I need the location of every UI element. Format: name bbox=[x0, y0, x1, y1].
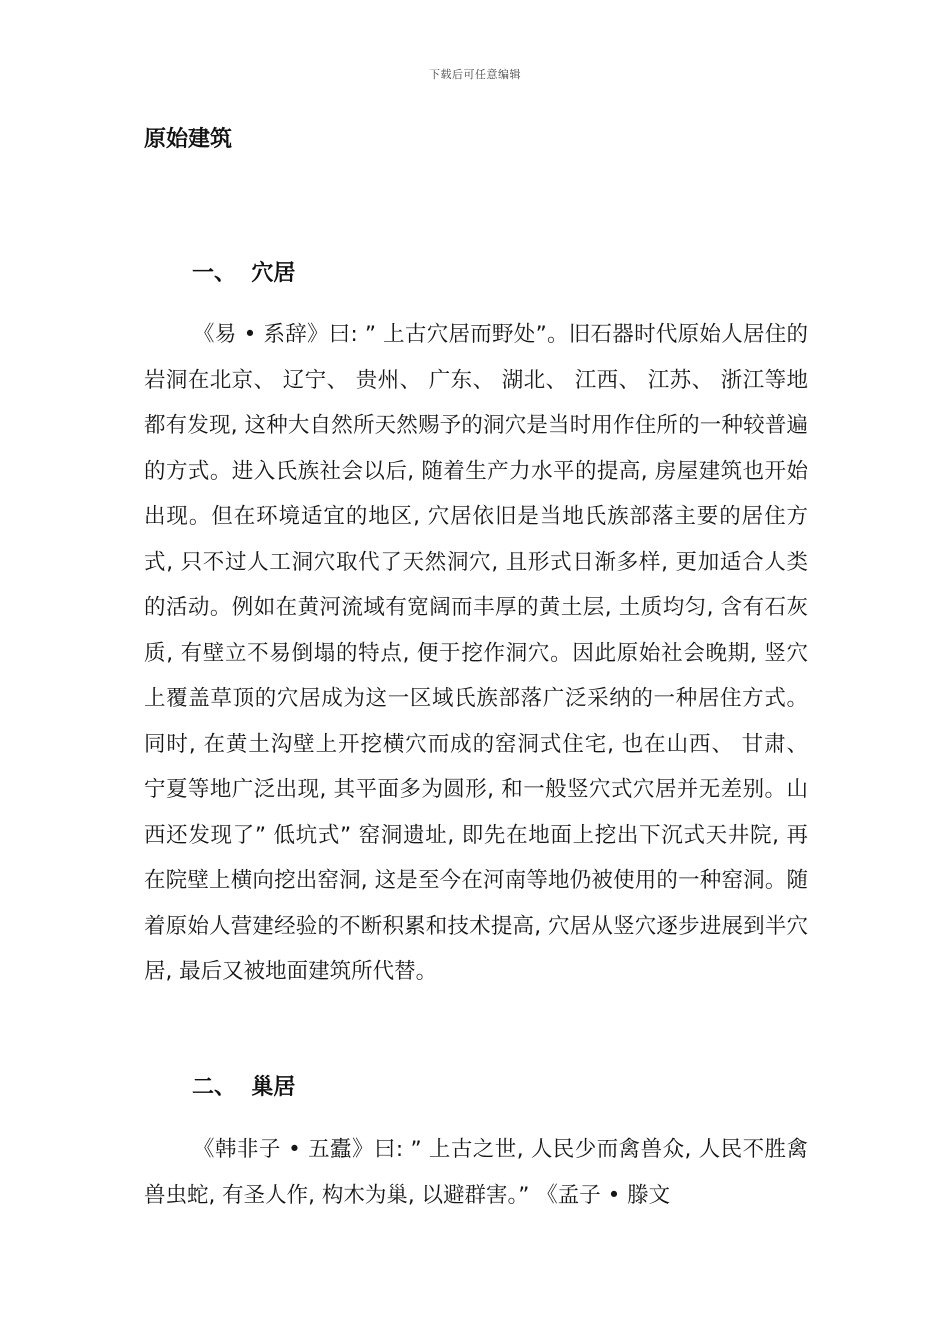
document-title: 原始建筑 bbox=[144, 127, 233, 152]
section-heading-cave-dwelling: 一、 穴居 bbox=[192, 261, 296, 286]
section-paragraph-cave-dwelling: 《易 • 系辞》曰: ” 上古穴居而野处”。旧石器时代原始人居住的岩洞在北京、 辽宁、 贵州、 广东、 湖北、 江西、 江苏、 浙江等地都有发现, 这种大自然所天然赐予的洞穴是当时用作住所的一种较普遍的方式。进入氏族社会以后, 随着生产力水平的提高, 房屋建筑也开始出现。但在环境适宜的地区, 穴居依旧是当地氏族部落主要的居住方式, 只不过人工洞穴取代了天然洞穴, 且形式日渐多样, 更加适合人类的活动。例如在黄河流域有宽阔而丰厚的黄土层, 土质均匀, 含有石灰质, 有壁立不易倒塌的特点, 便于挖作洞穴。因此原始社会晚期, 竖穴上覆盖草顶的穴居成为这一区域氏族部落广泛采纳的一种居住方式。同时, 在黄土沟壁上开挖横穴而成的窑洞式住宅, 也在山西、 甘肃、 宁夏等地广泛出现, 其平面多为圆形, 和一般竖穴式穴居并无差别。山西还发现了” 低坑式” 窑洞遗址, 即先在地面上挖出下沉式天井院, 再在院壁上横向挖出窑洞, 这是至今在河南等地仍被使用的一种窑洞。随着原始人营建经验的不断积累和技术提高, 穴居从竖穴逐步进展到半穴居, 最后又被地面建筑所代替。 bbox=[144, 322, 808, 984]
header-note: 下载后可任意编辑 bbox=[429, 68, 521, 81]
section-heading-nest-dwelling: 二、 巢居 bbox=[192, 1075, 296, 1100]
section-paragraph-nest-dwelling: 《韩非子 • 五蠹》曰: ” 上古之世, 人民少而禽兽众, 人民不胜禽兽虫蛇, 有圣人作, 构木为巢, 以避群害。” 《孟子 • 滕文 bbox=[144, 1137, 808, 1208]
